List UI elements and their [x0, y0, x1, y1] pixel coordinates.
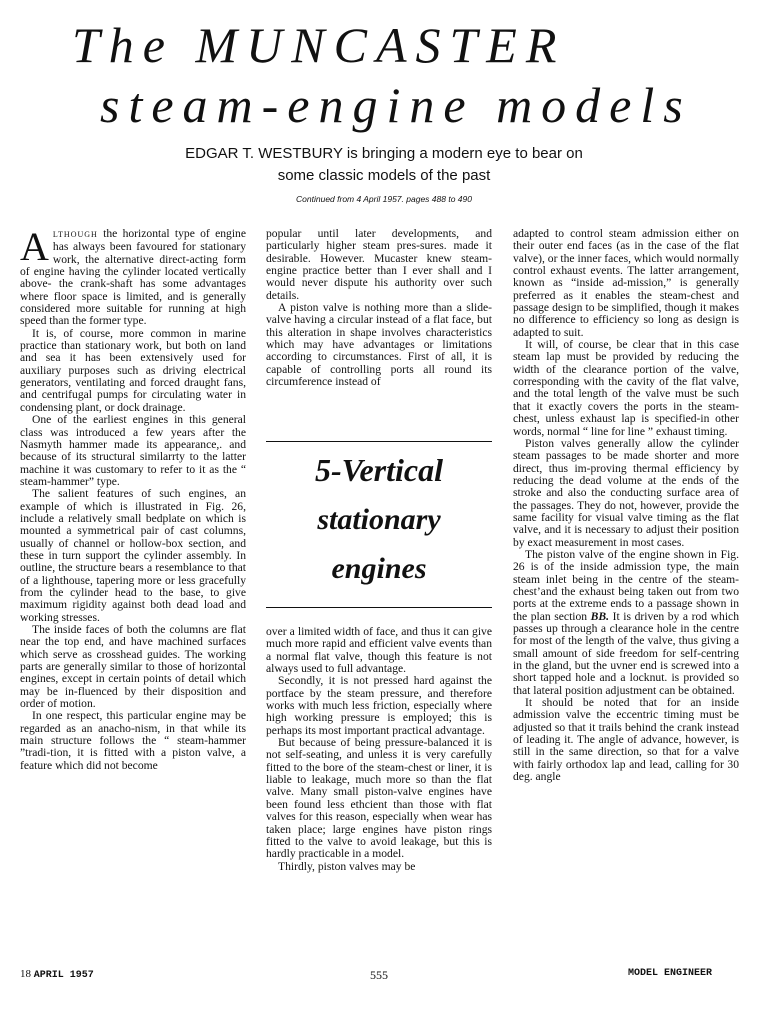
article-title-line-1: The MUNCASTER: [72, 17, 566, 73]
byline-line-1: EDGAR T. WESTBURY is bringing a modern eye to bear on: [185, 145, 583, 162]
paragraph: The salient features of such engines, an example of which is illustrated in Fig. 26, include a relatively small bedplate on which is mounted a symmetrical pair of cast columns, usually of channel or hollow-box section, and these in turn support the cylinder assembly. In outline, the structure bears a resemblance to that of a lighthouse, tapering more or less gracefully from the cylinder head to the base, to give maximum rigidity against both dead load and working stresses.: [20, 487, 246, 624]
section-title-line-2: stationary: [317, 503, 441, 536]
paragraph: over a limited width of face, and thus it can give much more rapid and efficient valve events than a normal flat valve, though this feature is not always used to full advantage.: [266, 626, 492, 676]
magazine-name: MODEL ENGINEER: [628, 968, 713, 979]
paragraph: The inside faces of both the columns are flat near the top end, and have machined surfaces which serve as crosshead guides. The working parts are generally similar to those of horizontal engines, except in certain points of detail which may be in-fluenced by their disposition and order of motion.: [20, 623, 246, 711]
page-number: 555: [370, 968, 388, 982]
paragraph: But because of being pressure-balanced it is not self-seating, and unless it is very carefully fitted to the bore of the steam-chest or liner, it is liable to leakage, much more so than the flat valve. Many small piston-valve engines have been found less ethcient than those with flat valves for this reason, especially when wear has taken place; large engines have piston rings fitted to the valve to avoid leakage, but this is hardly practicable in a model.: [266, 736, 492, 861]
paragraph-text: It is driven by a rod which passes up through a clearance hole in the centre for most of the length of the valve, thus giving a small amount of side freedom for self-centring in the gland, but the uvner end is screwed into a short tapped hole and a locknut. is provided so that lateral position adjustment can be obtained.: [513, 609, 739, 697]
paragraph: It should be noted that for an inside admission valve the eccentric timing must be adjusted so that it trails behind the crank instead of leading it. The angle of advance, however, is still in the same direction, so that for a valve with fairly orthodox lap and lead, calling for 30 deg. angle: [513, 696, 739, 784]
paragraph: adapted to control steam admission either on their outer end faces (as in the case of the flat valve), or the inner faces, which would normally control exhaust events. The latter arrangement, known as “inside ad-mission,” is generally preferred as it enables the steam-chest and passage design to be simplified, though it makes no difference to efficiency so long as design is adapted to suit.: [513, 228, 739, 339]
paragraph: A piston valve is nothing more than a slide-valve having a circular instead of a flat face, but this alteration in shape involves characteristics which may have advantages or limitations according to circumstances. First of all, it is capable of controlling ports all round its circumference instead of: [266, 301, 492, 389]
paragraph: [20, 228, 246, 328]
footer-day: 18: [20, 968, 31, 980]
paragraph: It is, of course, more common in marine practice than stationary work, but both on land and sea it has been extensively used for auxiliary purposes such as driving electrical generators, ventilating and forced draught fans, and centrifugal pumps for circulating water in condensing plant, or dock drainage.: [20, 326, 246, 414]
paragraph: In one respect, this particular engine may be regarded as an anacho-nism, in that while its main structure follows the “ steam-hammer ”tradi-tion, it is fitted with a piston valve, a feature which did not become: [20, 709, 246, 772]
paragraph: Secondly, it is not pressed hard against the portface by the steam pressure, and therefore works with much less friction, especially where high working pressure is employed; this is perhaps its most important practical advantage.: [266, 674, 492, 737]
footer-month-year: APRIL 1957: [33, 970, 94, 981]
byline-line-2: some classic models of the past: [277, 167, 491, 184]
lead-smallcaps: LTHOUGH: [52, 230, 98, 239]
section-rule-bottom: [266, 607, 492, 608]
article-title-line-2: steam-engine models: [100, 77, 692, 133]
paragraph-text: The piston valve of the engine shown in Fig. 26 is of the inside admission type, the main steam inlet being in the centre of the steam-chest’and the exhaust being taken out from two ports at the extreme ends to a passage shown in the plan section: [513, 547, 739, 623]
paragraph-text: the horizontal type of engine has always been favoured for stationary work, the alternative direct-acting form of engine having the cylinder located vertically above- the crank-shaft has some advantages where floor space is limited, and is generally considered more suitable for running at high speed than the former type.: [20, 228, 246, 328]
paragraph: Thirdly, piston valves may be: [278, 859, 416, 873]
paragraph: Piston valves generally allow the cylinder steam passages to be made shorter and more direct, thus im-proving thermal efficiency by reducing the dead volume at the ends of the stroke and also the conducting surface area of the passages. They do not, however, provide the same facility for visual valve timing as the flat valve, and it is necessary to adjust their position by exact measurement in most cases.: [513, 436, 739, 549]
paragraph: [513, 549, 739, 697]
text-column-2-top: [266, 228, 492, 428]
text-column-2-bottom: [266, 626, 492, 964]
section-title-line-3: engines: [331, 552, 427, 585]
footer-date: [20, 968, 94, 981]
paragraph: popular until later developments, and particularly higher steam pres-sures. made it desirable. However. Mucaster knew steam-engine practice better than I ever shall and I would never dispute his authority over such details.: [266, 228, 492, 302]
drop-cap: A: [20, 228, 49, 269]
text-column-3: [513, 228, 739, 964]
figure-reference: BB.: [590, 609, 610, 623]
text-column-1: [20, 228, 246, 964]
byline: [0, 143, 768, 187]
paragraph: One of the earliest engines in this general class was introduced a few years after the Nasmyth hammer made its appearance,. and because of its structural similarrty to the latter machine it was customary to refer to it as the “ steam-hammer” type.: [20, 413, 246, 488]
section-rule-top: [266, 441, 492, 442]
continued-note: Continued from 4 April 1957. pages 488 to 490: [296, 194, 472, 204]
section-title-line-1: 5-Vertical: [315, 452, 443, 488]
paragraph: It will, of course, be clear that in this case steam lap must be provided by reducing the width of the clearance portion of the valve, corresponding with the cavity of the flat valve, and the total length of the valve must be such that it exactly covers the ports in the steam-chest, unless exhaust lap is specified-in other words, normal “ line for line ” exhaust timing.: [513, 338, 739, 438]
